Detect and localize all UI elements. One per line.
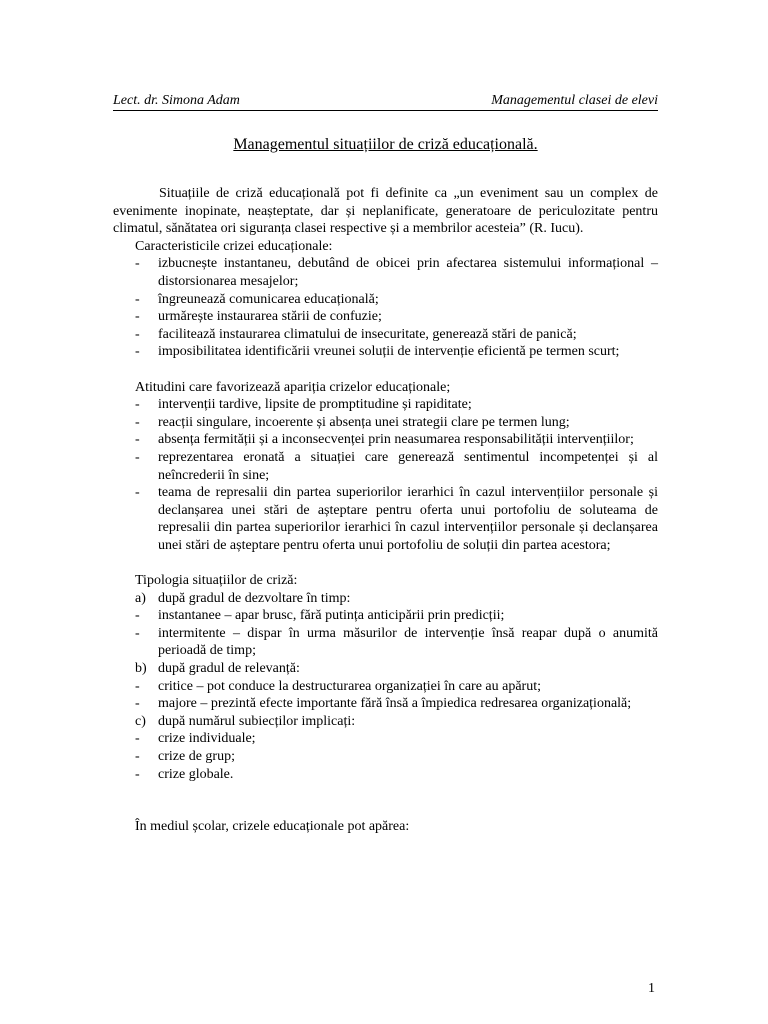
dash-marker: - xyxy=(135,344,140,360)
dash-marker: - xyxy=(135,449,140,465)
dash-marker: - xyxy=(135,485,140,501)
typology-group-c: c) după numărul subiecților implicați: xyxy=(135,713,356,729)
document-body xyxy=(113,185,658,836)
dash-marker: - xyxy=(135,696,140,712)
list-item: - urmărește instaurarea stării de confuzie; xyxy=(135,309,382,325)
dash-marker: - xyxy=(135,731,140,747)
list-item: - intermitente – dispar în urma măsurilor de intervenție însă reapar după o anumită perioadă de timp; xyxy=(135,625,658,659)
list-item: - reprezentarea eronată a situației care generează sentimentul incompetenței și al neîncrederii în sine; xyxy=(135,449,658,483)
dash-marker: - xyxy=(135,414,140,430)
dash-marker: - xyxy=(135,326,140,342)
spacer xyxy=(113,554,658,572)
list-item: - crize individuale; xyxy=(135,731,256,747)
dash-marker: - xyxy=(135,397,140,413)
list-item: - izbucnește instantaneu, debutând de obicei prin afectarea sistemului informațional – distorsionarea mesajelor; xyxy=(135,256,658,289)
list-item: - majore – prezintă efecte importante fără însă a împiedica redresarea organizațională; xyxy=(135,696,632,712)
page-number: 1 xyxy=(648,981,655,996)
dash-marker: - xyxy=(135,749,140,764)
dash-marker: - xyxy=(135,256,140,272)
attitudes-heading: Atitudini care favorizează apariția crizelor educaționale; xyxy=(135,379,451,395)
dash-marker: - xyxy=(135,766,140,782)
dash-marker: - xyxy=(135,608,140,624)
letter-marker: b) xyxy=(135,661,147,677)
header-course-title: Managementul clasei de elevi xyxy=(491,93,658,108)
list-item: - reacții singulare, incoerente și absența unei strategii clare pe termen lung; xyxy=(135,414,570,430)
list-item: - teama de represalii din partea superiorilor ierarhici în cazul intervențiilor personale și declanșarea unei stări de așteptare pentru oferta unui portofoliu de soluteama de represalii din partea superiorilor ierarhici în cazul intervențiilor personale și declanșarea unei stări de așteptare pentru oferta unui portofoliu de soluții din partea acestora; xyxy=(135,485,658,553)
page-header xyxy=(113,90,658,111)
list-item: - intervenții tardive, lipsite de promptitudine și rapiditate; xyxy=(135,397,472,413)
header-author: Lect. dr. Simona Adam xyxy=(113,93,240,108)
typology-group-b: b) după gradul de relevanță: xyxy=(135,661,300,677)
dash-marker: - xyxy=(135,309,140,325)
list-item: - critice – pot conduce la destructurarea organizației în care au apărut; xyxy=(135,678,541,694)
document-title-text: Managementul situațiilor de criză educațională. xyxy=(233,136,538,153)
list-item: - imposibilitatea identificării vreunei soluții de intervenție eficientă pe termen scurt; xyxy=(135,344,620,360)
closing-paragraph: În mediul școlar, crizele educaționale pot apărea: xyxy=(135,819,410,835)
list-item: - crize de grup; xyxy=(135,749,235,764)
list-item: - crize globale. xyxy=(135,766,234,782)
typology-heading: Tipologia situațiilor de criză: xyxy=(135,573,298,589)
spacer xyxy=(113,361,658,379)
characteristics-heading: Caracteristicile crizei educaționale: xyxy=(135,238,333,254)
list-item: - îngreunează comunicarea educațională; xyxy=(135,291,379,307)
dash-marker: - xyxy=(135,625,140,641)
dash-marker: - xyxy=(135,432,140,448)
spacer xyxy=(113,783,658,818)
list-item: - facilitează instaurarea climatului de insecuritate, generează stări de panică; xyxy=(135,326,577,342)
intro-paragraph: Situațiile de criză educațională pot fi definite ca „un eveniment sau un complex de evenimente inopinate, neașteptate, dar și neplanificate, generatoare de periculozitate pentru climatul, sănătatea ori siguranța clasei respective și a membrilor acesteia” (R. Iucu). xyxy=(113,186,658,237)
list-item: - instantanee – apar brusc, fără putința anticipării prin predicții; xyxy=(135,608,505,624)
document-title xyxy=(113,136,658,154)
dash-marker: - xyxy=(135,291,140,307)
dash-marker: - xyxy=(135,678,140,694)
letter-marker: a) xyxy=(135,590,146,606)
typology-group-a: a) după gradul de dezvoltare în timp: xyxy=(135,590,351,606)
list-item: - absența fermității și a inconsecvenței prin neasumarea responsabilității intervențiilor; xyxy=(135,432,634,448)
letter-marker: c) xyxy=(135,713,146,729)
